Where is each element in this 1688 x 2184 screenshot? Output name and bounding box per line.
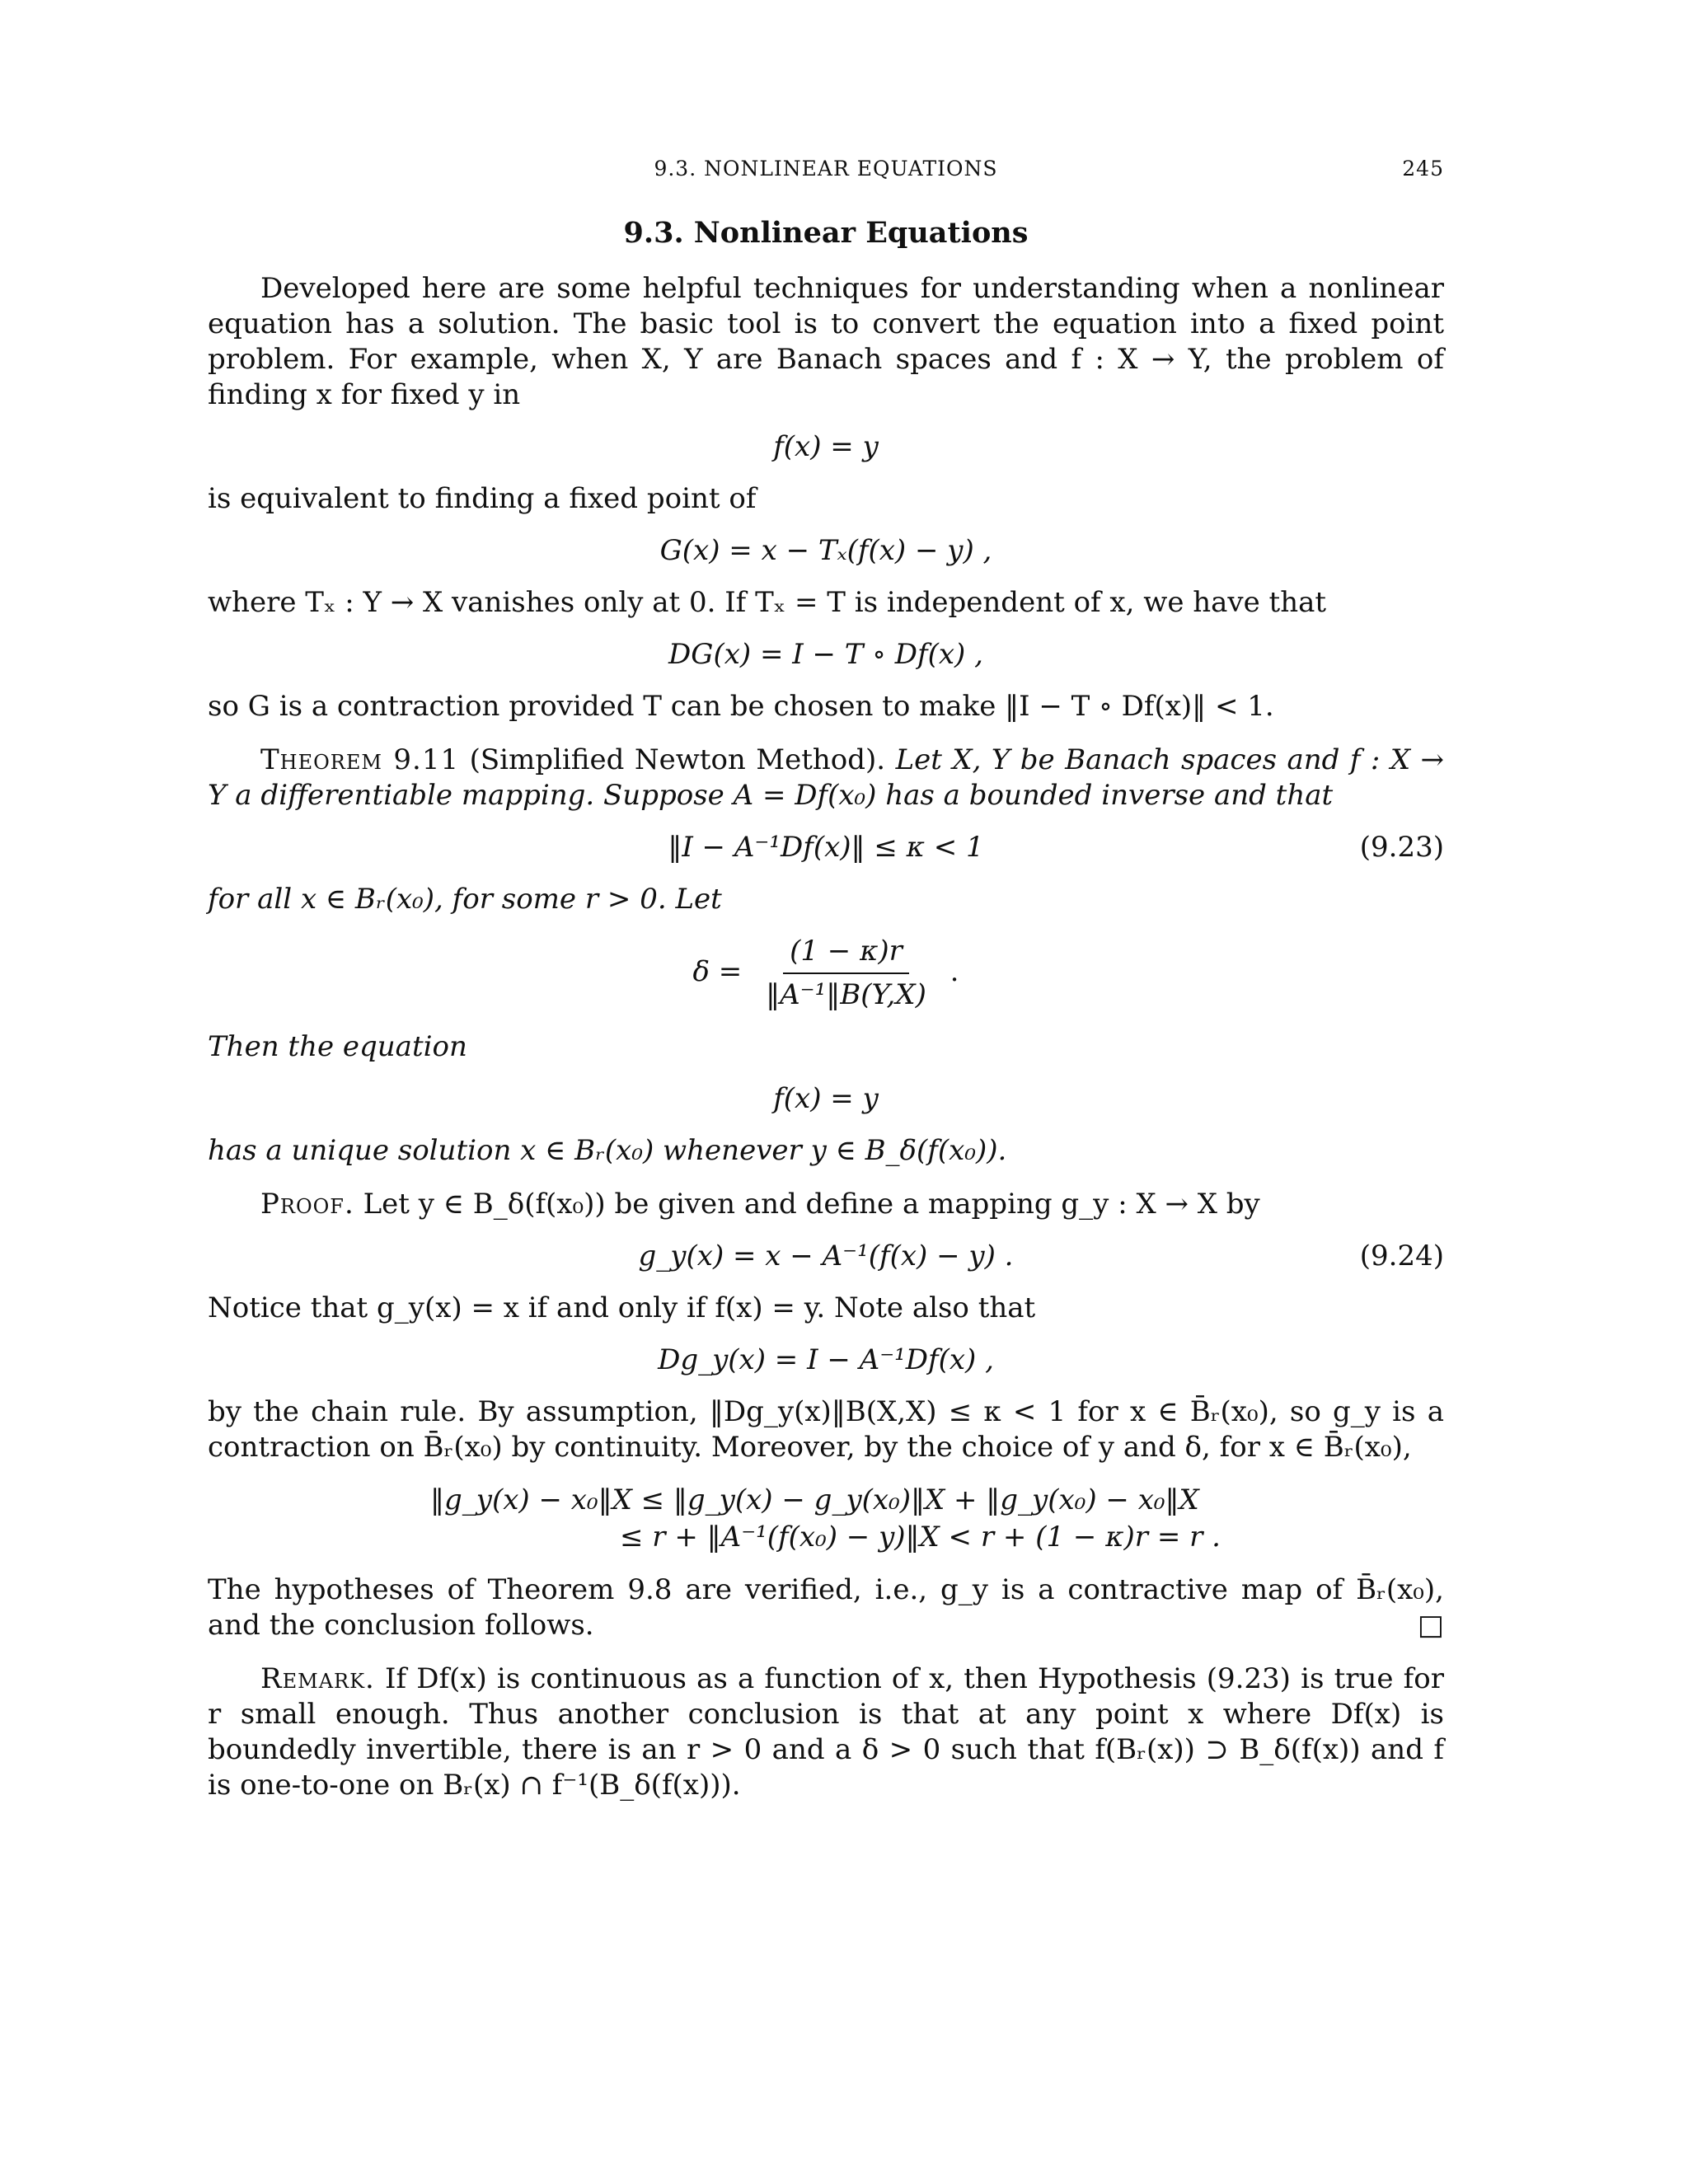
inequality-line-2: ≤ r + ‖A⁻¹(f(x₀) − y)‖X < r + (1 − κ)r = r . — [620, 1521, 1221, 1554]
proof-label: Proof. — [260, 1188, 354, 1221]
delta-numerator: (1 − κ)r — [783, 934, 909, 974]
equation-9-24 — [208, 1239, 1444, 1274]
proof-text-4: The hypotheses of Theorem 9.8 are verified, i.e., g_y is a contractive map of B̄ᵣ(x₀), and the conclusion follows. — [208, 1573, 1444, 1642]
delta-lhs: δ = — [692, 955, 743, 988]
equation-f-equals-y: f(x) = y — [773, 430, 879, 463]
inequality-chain — [208, 1482, 1444, 1556]
theorem-name: (Simplified Newton Method). — [469, 743, 886, 776]
intro-paragraph-2: is equivalent to finding a fixed point of — [208, 482, 757, 515]
proof-paragraph-4 — [208, 1572, 1444, 1643]
theorem-then: Then the equation — [208, 1030, 467, 1063]
page-number: 245 — [1402, 157, 1444, 180]
equation-G: G(x) = x − Tₓ(f(x) − y) , — [659, 534, 992, 567]
theorem-conclusion: has a unique solution x ∈ Bᵣ(x₀) whenever y ∈ B_δ(f(x₀)). — [208, 1134, 1007, 1167]
qed-symbol: □ — [1417, 1609, 1444, 1642]
theorem-body: Let X, Y be Banach spaces and f : X → Y a differentiable mapping. Suppose A = Df(x₀) has a bounded inverse and that — [208, 743, 1445, 812]
delta-denominator: ‖A⁻¹‖B(Y,X) — [766, 978, 926, 1011]
remark-paragraph — [208, 1661, 1444, 1803]
proof-paragraph-2: Notice that g_y(x) = x if and only if f(x) = y. Note also that — [208, 1291, 1036, 1324]
delta-tail: . — [950, 955, 959, 988]
remark-text: If Df(x) is continuous as a function of x, then Hypothesis (9.23) is true for r small enough. Thus another conclusion is that at any point x where Df(x) is boundedly invertible, there is an r > 0 and a δ > 0 such that f(Bᵣ(x)) ⊃ B_δ(f(x)) and f is one-to-one on Bᵣ(x) ∩ f⁻¹(B_δ(f(x))). — [208, 1662, 1444, 1802]
page — [208, 157, 1444, 1803]
equation-DG: DG(x) = I − T ∘ Df(x) , — [668, 638, 983, 671]
running-head — [208, 157, 1444, 198]
section-title: 9.3. Nonlinear Equations — [623, 216, 1029, 250]
intro-paragraph-1: Developed here are some helpful techniques for understanding when a nonlinear equation has a solution. The basic tool is to convert the equation into a fixed point problem. For example, when X, Y are Banach spaces and f : X → Y, the problem of finding x for fixed y in — [208, 272, 1444, 411]
running-title: 9.3. NONLINEAR EQUATIONS — [654, 157, 998, 180]
intro-paragraph-3: where Tₓ : Y → X vanishes only at 0. If Tₓ = T is independent of x, we have that — [208, 586, 1327, 619]
equation-delta — [208, 934, 1444, 1013]
inequality-line-1: ‖g_y(x) − x₀‖X ≤ ‖g_y(x) − g_y(x₀)‖X + ‖g_y(x₀) − x₀‖X — [430, 1483, 1199, 1516]
theorem-condition: for all x ∈ Bᵣ(x₀), for some r > 0. Let — [208, 883, 722, 916]
equation-9-24-body: g_y(x) = x − A⁻¹(f(x) − y) . — [638, 1240, 1014, 1272]
proof-paragraph-1 — [208, 1187, 1444, 1222]
theorem-label: Theorem 9.11 — [260, 743, 460, 776]
equation-9-23 — [208, 830, 1444, 865]
equation-9-23-body: ‖I − A⁻¹Df(x)‖ ≤ κ < 1 — [668, 831, 984, 864]
proof-paragraph-3: by the chain rule. By assumption, ‖Dg_y(x)‖B(X,X) ≤ κ < 1 for x ∈ B̄ᵣ(x₀), so g_y is a contraction on B̄ᵣ(x₀) by continuity. Moreover, by the choice of y and δ, for x ∈ B̄ᵣ(x₀), — [208, 1395, 1444, 1464]
equation-Dg: Dg_y(x) = I − A⁻¹Df(x) , — [658, 1343, 994, 1376]
remark-label: Remark. — [260, 1662, 375, 1695]
delta-fraction — [759, 934, 933, 1013]
equation-f-equals-y-2: f(x) = y — [773, 1082, 879, 1115]
proof-text-1: Let y ∈ B_δ(f(x₀)) be given and define a mapping g_y : X → X by — [363, 1188, 1260, 1221]
intro-paragraph-4: so G is a contraction provided T can be chosen to make ‖I − T ∘ Df(x)‖ < 1. — [208, 690, 1274, 723]
equation-9-24-number: (9.24) — [1359, 1240, 1444, 1272]
theorem-statement — [208, 743, 1444, 813]
equation-9-23-number: (9.23) — [1359, 831, 1444, 864]
